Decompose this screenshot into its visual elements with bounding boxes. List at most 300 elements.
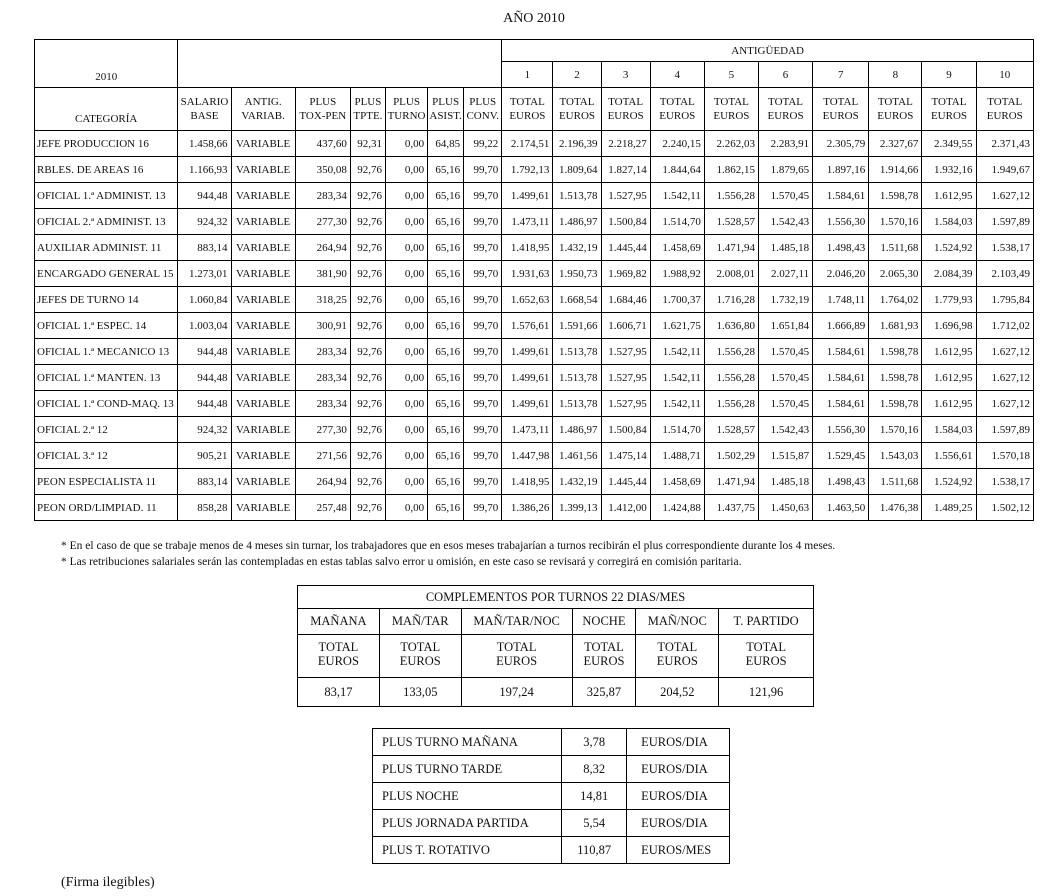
total-cell: 2.196,39 — [553, 131, 601, 157]
header-line: TOTAL — [713, 96, 749, 108]
turno-cell: 0,00 — [385, 235, 427, 261]
header-line: PLUS — [309, 96, 337, 108]
category-cell: OFICIAL 3.ª 12 — [35, 443, 178, 469]
turno-cell: 0,00 — [385, 391, 427, 417]
turno-header: MAÑ/TAR/NOC — [461, 609, 572, 635]
total-cell: 1.424,88 — [650, 495, 704, 521]
header-line: EUROS — [659, 110, 696, 122]
total-cell: 1.950,73 — [553, 261, 601, 287]
salario-base-cell: 944,48 — [178, 339, 231, 365]
category-cell: JEFES DE TURNO 14 — [35, 287, 178, 313]
total-cell: 1.445,44 — [601, 235, 650, 261]
total-cell: 1.542,11 — [650, 339, 704, 365]
total-euros-header — [461, 635, 572, 678]
tox-pen-cell: 264,94 — [295, 235, 350, 261]
antiguedad-header: ANTIGÜEDAD — [502, 40, 1034, 62]
salario-base-cell: 905,21 — [178, 443, 231, 469]
turno-cell: 0,00 — [385, 183, 427, 209]
header-line: EUROS — [767, 110, 804, 122]
category-cell: OFICIAL 2.ª 12 — [35, 417, 178, 443]
table-row — [35, 417, 1034, 443]
column-header — [231, 88, 295, 131]
total-cell: 1.513,78 — [553, 339, 601, 365]
total-cell: 1.515,87 — [758, 443, 812, 469]
plus-label: PLUS TURNO MAÑANA — [373, 729, 562, 756]
total-cell: 1.570,16 — [869, 417, 922, 443]
total-cell: 1.827,14 — [601, 157, 650, 183]
total-cell: 1.597,89 — [976, 417, 1033, 443]
column-header — [295, 88, 350, 131]
column-header — [385, 88, 427, 131]
tpte-cell: 92,76 — [350, 417, 385, 443]
total-cell: 1.447,98 — [502, 443, 553, 469]
asist-cell: 65,16 — [428, 339, 464, 365]
antiguedad-year-8: 8 — [869, 62, 922, 88]
asist-cell: 64,85 — [428, 131, 464, 157]
total-cell: 1.668,54 — [553, 287, 601, 313]
total-cell: 1.486,97 — [553, 209, 601, 235]
total-euros-header — [922, 88, 976, 131]
antiguedad-year-10: 10 — [976, 62, 1033, 88]
plus-label: PLUS NOCHE — [373, 783, 562, 810]
total-cell: 1.584,03 — [922, 209, 976, 235]
total-cell: 1.576,61 — [502, 313, 553, 339]
category-cell: OFICIAL 1.ª ESPEC. 14 — [35, 313, 178, 339]
header-line: PLUS — [393, 96, 420, 108]
total-cell: 2.349,55 — [922, 131, 976, 157]
table-row — [35, 495, 1034, 521]
header-line: TOTAL — [987, 96, 1023, 108]
tpte-cell: 92,76 — [350, 235, 385, 261]
total-cell: 2.240,15 — [650, 131, 704, 157]
total-cell: 1.570,45 — [758, 365, 812, 391]
total-cell: 1.471,94 — [704, 235, 758, 261]
total-cell: 1.570,45 — [758, 339, 812, 365]
turno-header: NOCHE — [572, 609, 636, 635]
turno-cell: 0,00 — [385, 365, 427, 391]
conv-cell: 99,70 — [464, 157, 502, 183]
asist-cell: 65,16 — [428, 183, 464, 209]
total-cell: 1.932,16 — [922, 157, 976, 183]
total-cell: 1.712,02 — [976, 313, 1033, 339]
plus-row — [373, 729, 730, 756]
total-cell: 1.488,71 — [650, 443, 704, 469]
salario-base-cell: 1.273,01 — [178, 261, 231, 287]
total-cell: 1.542,43 — [758, 417, 812, 443]
plus-unit: EUROS/DIA — [627, 810, 730, 837]
antiguedad-year-5: 5 — [704, 62, 758, 88]
total-cell: 1.542,43 — [758, 209, 812, 235]
total-euros-header — [298, 635, 380, 678]
total-cell: 1.513,78 — [553, 183, 601, 209]
tox-pen-cell: 283,34 — [295, 391, 350, 417]
table-row — [35, 339, 1034, 365]
column-header — [464, 88, 502, 131]
header-line: TOTAL — [877, 96, 913, 108]
header-line: EUROS — [607, 110, 644, 122]
tox-pen-cell: 271,56 — [295, 443, 350, 469]
total-cell: 1.542,11 — [650, 183, 704, 209]
turno-value: 121,96 — [719, 678, 814, 707]
salario-base-cell: 1.166,93 — [178, 157, 231, 183]
antig-cell: VARIABLE — [231, 417, 295, 443]
total-cell: 2.008,01 — [704, 261, 758, 287]
category-cell: AUXILIAR ADMINIST. 11 — [35, 235, 178, 261]
total-cell: 1.591,66 — [553, 313, 601, 339]
total-cell: 1.598,78 — [869, 183, 922, 209]
asist-cell: 65,16 — [428, 443, 464, 469]
tpte-cell: 92,76 — [350, 469, 385, 495]
header-line: TOTAL — [318, 640, 359, 654]
total-cell: 1.809,64 — [553, 157, 601, 183]
turno-value: 325,87 — [572, 678, 636, 707]
total-cell: 1.612,95 — [922, 391, 976, 417]
header-line: TOTAL — [657, 640, 698, 654]
total-cell: 1.461,56 — [553, 443, 601, 469]
total-cell: 2.218,27 — [601, 131, 650, 157]
header-line: TOTAL — [746, 640, 786, 654]
conv-cell: 99,70 — [464, 469, 502, 495]
total-cell: 1.879,65 — [758, 157, 812, 183]
total-cell: 1.527,95 — [601, 391, 650, 417]
header-line: TOTAL — [931, 96, 967, 108]
asist-cell: 65,16 — [428, 391, 464, 417]
total-cell: 1.700,37 — [650, 287, 704, 313]
total-cell: 1.556,28 — [704, 391, 758, 417]
total-cell: 1.556,28 — [704, 365, 758, 391]
total-cell: 2.027,11 — [758, 261, 812, 287]
total-cell: 1.795,84 — [976, 287, 1033, 313]
total-cell: 1.844,64 — [650, 157, 704, 183]
plus-row — [373, 756, 730, 783]
header-line: TOTAL — [659, 96, 695, 108]
total-cell: 1.556,28 — [704, 183, 758, 209]
total-cell: 1.931,63 — [502, 261, 553, 287]
asist-cell: 65,16 — [428, 157, 464, 183]
turno-cell: 0,00 — [385, 287, 427, 313]
total-cell: 1.598,78 — [869, 339, 922, 365]
plus-value: 5,54 — [562, 810, 627, 837]
tox-pen-cell: 257,48 — [295, 495, 350, 521]
header-line: CATEGORÍA — [75, 113, 138, 125]
tox-pen-cell: 283,34 — [295, 365, 350, 391]
tox-pen-cell: 300,91 — [295, 313, 350, 339]
total-cell: 1.485,18 — [758, 235, 812, 261]
total-cell: 1.437,75 — [704, 495, 758, 521]
total-cell: 1.500,84 — [601, 209, 650, 235]
total-cell: 1.732,19 — [758, 287, 812, 313]
conv-cell: 99,70 — [464, 443, 502, 469]
salario-base-cell: 883,14 — [178, 469, 231, 495]
page-title: AÑO 2010 — [503, 11, 565, 26]
total-cell: 1.450,63 — [758, 495, 812, 521]
tox-pen-cell: 283,34 — [295, 339, 350, 365]
total-cell: 2.174,51 — [502, 131, 553, 157]
total-euros-header — [553, 88, 601, 131]
conv-cell: 99,70 — [464, 391, 502, 417]
header-line: EUROS — [558, 110, 596, 122]
header-line: EUROS — [713, 110, 750, 122]
salario-base-cell: 924,32 — [178, 417, 231, 443]
header-line: PLUS — [469, 96, 497, 108]
turno-value: 83,17 — [298, 678, 380, 707]
plus-label: PLUS T. ROTATIVO — [373, 837, 562, 864]
total-euros-header — [813, 88, 869, 131]
tox-pen-cell: 318,25 — [295, 287, 350, 313]
plus-unit: EUROS/DIA — [627, 783, 730, 810]
total-cell: 1.949,67 — [976, 157, 1033, 183]
total-cell: 1.716,28 — [704, 287, 758, 313]
total-cell: 1.570,18 — [976, 443, 1033, 469]
header-line: PLUS — [354, 96, 382, 108]
salario-base-cell: 944,48 — [178, 365, 231, 391]
total-euros-header — [379, 635, 461, 678]
asist-cell: 65,16 — [428, 365, 464, 391]
table-row — [35, 131, 1034, 157]
total-cell: 1.463,50 — [813, 495, 869, 521]
total-euros-header — [650, 88, 704, 131]
total-cell: 1.696,98 — [922, 313, 976, 339]
header-line: SALARIO — [180, 96, 229, 108]
antiguedad-year-9: 9 — [922, 62, 976, 88]
total-cell: 1.542,11 — [650, 391, 704, 417]
header-line: EUROS — [877, 110, 914, 122]
category-cell: OFICIAL 1.ª MANTEN. 13 — [35, 365, 178, 391]
plus-row — [373, 783, 730, 810]
header-line: VARIAB. — [241, 110, 285, 122]
turno-header: T. PARTIDO — [719, 609, 814, 635]
table-row — [35, 443, 1034, 469]
total-cell: 1.489,25 — [922, 495, 976, 521]
total-cell: 1.862,15 — [704, 157, 758, 183]
column-header — [35, 88, 178, 131]
total-cell: 1.584,61 — [813, 183, 869, 209]
header-line: ANTIG. — [244, 96, 282, 108]
total-cell: 1.779,93 — [922, 287, 976, 313]
plus-row — [373, 810, 730, 837]
total-cell: 1.471,94 — [704, 469, 758, 495]
total-cell: 1.473,11 — [502, 209, 553, 235]
total-cell: 1.529,45 — [813, 443, 869, 469]
conv-cell: 99,70 — [464, 417, 502, 443]
total-cell: 1.432,19 — [553, 469, 601, 495]
header-line: PLUS — [432, 96, 460, 108]
total-cell: 1.651,84 — [758, 313, 812, 339]
total-cell: 1.432,19 — [553, 235, 601, 261]
total-cell: 1.627,12 — [976, 391, 1033, 417]
total-euros-header — [704, 88, 758, 131]
total-cell: 1.988,92 — [650, 261, 704, 287]
antig-cell: VARIABLE — [231, 157, 295, 183]
asist-cell: 65,16 — [428, 261, 464, 287]
header-line: EUROS — [822, 110, 859, 122]
antiguedad-year-4: 4 — [650, 62, 704, 88]
total-cell: 1.499,61 — [502, 183, 553, 209]
total-cell: 1.627,12 — [976, 183, 1033, 209]
complementos-table — [297, 585, 814, 707]
total-cell: 1.652,63 — [502, 287, 553, 313]
table-row — [35, 209, 1034, 235]
conv-cell: 99,70 — [464, 261, 502, 287]
total-cell: 1.498,43 — [813, 469, 869, 495]
tpte-cell: 92,76 — [350, 391, 385, 417]
turno-header: MAÑ/NOC — [636, 609, 719, 635]
salario-base-cell: 944,48 — [178, 391, 231, 417]
total-cell: 1.556,28 — [704, 339, 758, 365]
conv-cell: 99,70 — [464, 313, 502, 339]
tpte-cell: 92,76 — [350, 495, 385, 521]
salario-base-cell: 1.458,66 — [178, 131, 231, 157]
total-cell: 1.445,44 — [601, 469, 650, 495]
header-line: CONV. — [466, 110, 499, 122]
total-cell: 1.570,16 — [869, 209, 922, 235]
total-cell: 1.556,30 — [813, 417, 869, 443]
total-cell: 1.598,78 — [869, 365, 922, 391]
table-row — [35, 235, 1034, 261]
year-label: 2010 — [35, 40, 178, 88]
total-cell: 1.500,84 — [601, 417, 650, 443]
total-cell: 1.511,68 — [869, 469, 922, 495]
conv-cell: 99,70 — [464, 183, 502, 209]
table-row — [35, 391, 1034, 417]
turno-cell: 0,00 — [385, 443, 427, 469]
total-cell: 1.606,71 — [601, 313, 650, 339]
tox-pen-cell: 437,60 — [295, 131, 350, 157]
turno-value: 204,52 — [636, 678, 719, 707]
header-line: TURNO — [387, 110, 426, 122]
header-line: TOTAL — [559, 96, 595, 108]
antig-cell: VARIABLE — [231, 287, 295, 313]
antiguedad-year-7: 7 — [813, 62, 869, 88]
total-euros-header — [502, 88, 553, 131]
turno-cell: 0,00 — [385, 417, 427, 443]
total-cell: 1.748,11 — [813, 287, 869, 313]
antiguedad-year-3: 3 — [601, 62, 650, 88]
total-cell: 1.458,69 — [650, 469, 704, 495]
total-cell: 1.513,78 — [553, 391, 601, 417]
total-cell: 1.570,45 — [758, 183, 812, 209]
total-cell: 1.511,68 — [869, 235, 922, 261]
total-euros-header — [636, 635, 719, 678]
total-cell: 1.914,66 — [869, 157, 922, 183]
asist-cell: 65,16 — [428, 313, 464, 339]
total-cell: 1.764,02 — [869, 287, 922, 313]
header-line: EUROS — [930, 110, 967, 122]
turno-header: MAÑANA — [298, 609, 380, 635]
total-cell: 1.399,13 — [553, 495, 601, 521]
tpte-cell: 92,76 — [350, 157, 385, 183]
plus-value: 110,87 — [562, 837, 627, 864]
plus-unit: EUROS/DIA — [627, 729, 730, 756]
header-line: EUROS — [509, 110, 546, 122]
table-row — [35, 469, 1034, 495]
tox-pen-cell: 283,34 — [295, 183, 350, 209]
plus-value: 8,32 — [562, 756, 627, 783]
total-cell: 1.524,92 — [922, 235, 976, 261]
turno-cell: 0,00 — [385, 495, 427, 521]
total-cell: 2.262,03 — [704, 131, 758, 157]
total-cell: 1.612,95 — [922, 339, 976, 365]
category-cell: RBLES. DE AREAS 16 — [35, 157, 178, 183]
tpte-cell: 92,76 — [350, 183, 385, 209]
total-cell: 1.584,61 — [813, 391, 869, 417]
total-cell: 1.543,03 — [869, 443, 922, 469]
table-row — [35, 183, 1034, 209]
total-euros-header — [601, 88, 650, 131]
category-cell: JEFE PRODUCCION 16 — [35, 131, 178, 157]
category-cell: ENCARGADO GENERAL 15 — [35, 261, 178, 287]
turno-cell: 0,00 — [385, 157, 427, 183]
total-cell: 1.499,61 — [502, 391, 553, 417]
total-cell: 1.636,80 — [704, 313, 758, 339]
total-cell: 1.584,03 — [922, 417, 976, 443]
asist-cell: 65,16 — [428, 287, 464, 313]
table-row — [35, 313, 1034, 339]
category-cell: OFICIAL 1.ª COND-MAQ. 13 — [35, 391, 178, 417]
antiguedad-year-1: 1 — [502, 62, 553, 88]
plus-value: 3,78 — [562, 729, 627, 756]
salario-base-cell: 1.060,84 — [178, 287, 231, 313]
total-cell: 1.386,26 — [502, 495, 553, 521]
salario-base-cell: 1.003,04 — [178, 313, 231, 339]
total-cell: 1.418,95 — [502, 469, 553, 495]
tpte-cell: 92,31 — [350, 131, 385, 157]
category-cell: PEON ESPECIALISTA 11 — [35, 469, 178, 495]
asist-cell: 65,16 — [428, 495, 464, 521]
header-line: EUROS — [399, 654, 441, 668]
header-line: TOTAL — [768, 96, 804, 108]
turno-cell: 0,00 — [385, 209, 427, 235]
antiguedad-year-2: 2 — [553, 62, 601, 88]
antig-cell: VARIABLE — [231, 443, 295, 469]
total-cell: 1.502,12 — [976, 495, 1033, 521]
total-cell: 1.584,61 — [813, 339, 869, 365]
antig-cell: VARIABLE — [231, 391, 295, 417]
total-euros-header — [976, 88, 1033, 131]
tpte-cell: 92,76 — [350, 443, 385, 469]
total-cell: 1.538,17 — [976, 469, 1033, 495]
total-cell: 1.476,38 — [869, 495, 922, 521]
total-cell: 1.486,97 — [553, 417, 601, 443]
header-blank — [178, 40, 502, 88]
turno-cell: 0,00 — [385, 339, 427, 365]
total-cell: 1.584,61 — [813, 365, 869, 391]
header-line: TOTAL — [496, 640, 537, 654]
asist-cell: 65,16 — [428, 235, 464, 261]
turno-cell: 0,00 — [385, 313, 427, 339]
total-euros-header — [572, 635, 636, 678]
asist-cell: 65,16 — [428, 469, 464, 495]
signature-note: (Firma ilegibles) — [61, 875, 155, 890]
header-line: TPTE. — [353, 110, 383, 122]
total-cell: 2.305,79 — [813, 131, 869, 157]
conv-cell: 99,70 — [464, 209, 502, 235]
conv-cell: 99,70 — [464, 495, 502, 521]
header-line: EUROS — [496, 654, 538, 668]
antig-cell: VARIABLE — [231, 131, 295, 157]
header-line: EUROS — [583, 654, 625, 668]
plus-row — [373, 837, 730, 864]
antig-cell: VARIABLE — [231, 313, 295, 339]
header-line: TOTAL — [400, 640, 441, 654]
total-cell: 1.502,29 — [704, 443, 758, 469]
total-cell: 1.969,82 — [601, 261, 650, 287]
total-euros-header — [758, 88, 812, 131]
total-cell: 1.681,93 — [869, 313, 922, 339]
total-cell: 1.498,43 — [813, 235, 869, 261]
tox-pen-cell: 381,90 — [295, 261, 350, 287]
category-cell: OFICIAL 1.ª ADMINIST. 13 — [35, 183, 178, 209]
